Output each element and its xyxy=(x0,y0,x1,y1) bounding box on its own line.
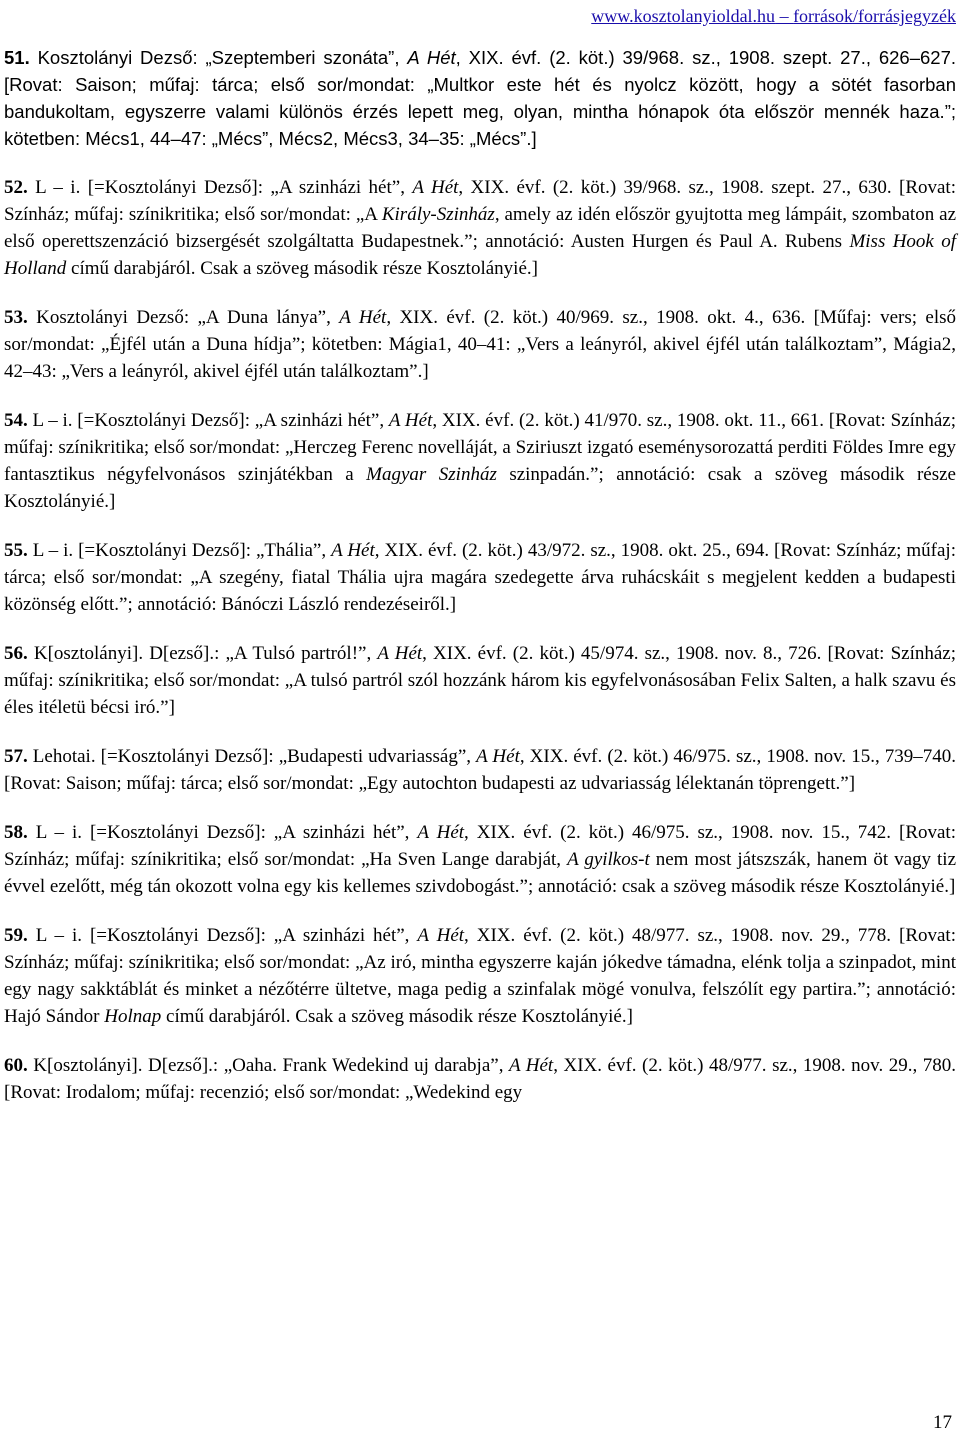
journal-title: A Hét xyxy=(508,1055,554,1076)
entry-number: 56. xyxy=(4,643,28,664)
italic-title: Miss Hook of Holland xyxy=(4,231,957,279)
journal-title: A Hét xyxy=(339,307,387,328)
entry-57 xyxy=(4,743,956,797)
journal-title: A Hét xyxy=(407,47,456,68)
italic-title: Király-Szinház xyxy=(381,204,495,225)
entry-54 xyxy=(4,407,956,515)
entry-number: 53. xyxy=(4,307,28,328)
italic-title: A gyilkos-t xyxy=(567,849,650,870)
italic-title: Holnap xyxy=(104,1006,162,1027)
entry-58 xyxy=(4,819,956,900)
entry-text: című darabjáról. Csak a szöveg második része Kosztolányié.] xyxy=(66,258,538,279)
entry-text: Lehotai. [=Kosztolányi Dezső]: „Budapesti udvariasság”, xyxy=(27,746,477,767)
entry-59 xyxy=(4,922,956,1030)
page-header xyxy=(591,6,956,26)
entry-55 xyxy=(4,537,956,618)
entry-number: 57. xyxy=(4,746,28,767)
entry-text: , XIX. évf. (2. köt.) 48/977. sz., 1908. nov. 29., 780. [Rovat: Irodalom; műfaj: recenzió; első sor/mondat: „Wedekind egy xyxy=(4,1055,956,1103)
entry-number: 54. xyxy=(4,410,28,431)
entry-53 xyxy=(4,304,956,385)
entry-text: , XIX. évf. (2. köt.) 48/977. sz., 1908. nov. 29., 778. [Rovat: Színház; műfaj: színikritika; első sor/mondat: „Az iró, mintha egyszerre kaján jókedve támadna, elénk tolja a szinpadot, mint egy nagy sakktáblát és minket a nézőtérre ültetve, maga pedig a szinfalak mögé vonulva, felszólít egy partira.”; annotáció: Hajó Sándor xyxy=(4,925,956,1027)
entry-text: L – i. [=Kosztolányi Dezső]: „A szinházi hét”, xyxy=(27,177,413,198)
entry-text: L – i. [=Kosztolányi Dezső]: „Thália”, xyxy=(27,540,332,561)
entry-text: , XIX. évf. (2. köt.) 39/968. sz., 1908. szept. 27., 630. [Rovat: Színház; műfaj: színikritika; első sor/mondat: „A xyxy=(4,177,956,225)
entry-number: 59. xyxy=(4,925,28,946)
journal-title: A Hét xyxy=(388,410,433,431)
entry-60 xyxy=(4,1052,956,1106)
sources-link[interactable]: források/forrásjegyzék xyxy=(793,6,956,26)
entry-number: 58. xyxy=(4,822,28,843)
bibliography-list xyxy=(4,44,956,1128)
entry-text: L – i. [=Kosztolányi Dezső]: „A szinházi hét”, xyxy=(27,822,418,843)
entry-text: , amely az idén először gyujtotta meg lámpáit, szombaton az első operettszenzáció bizsergését szolgáltatta Budapestnek.”; annotáció: Austen Hurgen és Paul A. Rubens xyxy=(4,204,956,252)
entry-number: 51. xyxy=(4,47,30,68)
entry-text: L – i. [=Kosztolányi Dezső]: „A szinházi hét”, xyxy=(27,925,418,946)
journal-title: A Hét xyxy=(412,177,459,198)
entry-text: , XIX. évf. (2. köt.) 39/968. sz., 1908. szept. 27., 626–627. [Rovat: Saison; műfaj: tárca; első sor/mondat: „Multkor este hét és nyolcz között, hogy a sötét fasorban bandukoltam, egyszerre valami különös érzés lepett meg, olyan, mintha hónapok óta először mennék haza.”; kötetben: Mécs1, 44–47: „Mécs”, Mécs2, Mécs3, 34–35: „Mécs”.] xyxy=(4,47,956,149)
entry-number: 55. xyxy=(4,540,28,561)
site-link[interactable]: www.kosztolanyioldal.hu xyxy=(591,6,776,26)
journal-title: A Hét xyxy=(331,540,375,561)
entry-text: Kosztolányi Dezső: „Szeptemberi szonáta”, xyxy=(29,47,408,68)
entry-number: 60. xyxy=(4,1055,28,1076)
entry-text: K[osztolányi]. D[ezső].: „Oaha. Frank Wedekind uj darabja”, xyxy=(27,1055,509,1076)
entry-text: , XIX. évf. (2. köt.) 45/974. sz., 1908. nov. 8., 726. [Rovat: Színház; műfaj: színikritika; első sor/mondat: „A tulsó partról szól hozzánk három kis egyfelvonásosában Felix Salten, a halk szavu és éles itéletü bécsi iró.”] xyxy=(4,643,956,718)
italic-title: Magyar Szinház xyxy=(366,464,497,485)
entry-text: , XIX. évf. (2. köt.) 41/970. sz., 1908. okt. 11., 661. [Rovat: Színház; műfaj: színikritika; első sor/mondat: „Herczeg Ferenc novelláját, a Sziriuszt izgató eseménysorozattá perditi Földes Imre egy fantasztikus négyfelvonásos szinjátékban a xyxy=(4,410,956,485)
journal-title: A Hét xyxy=(377,643,423,664)
entry-text: nem most játszszák, hanem öt vagy tiz évvel ezelőtt, még tán okozott volna egy kis kellemes szivdobogást.”; annotáció: csak a szöveg második része Kosztolányié.] xyxy=(4,849,957,897)
entry-text: L – i. [=Kosztolányi Dezső]: „A szinházi hét”, xyxy=(27,410,389,431)
journal-title: A Hét xyxy=(476,746,520,767)
entry-51 xyxy=(4,44,956,152)
entry-text: , XIX. évf. (2. köt.) 46/975. sz., 1908. nov. 15., 739–740. [Rovat: Saison; műfaj: tárca; első sor/mondat: „Egy autochton budapesti az udvariasság lélektanán töprengett.”] xyxy=(4,746,957,794)
header-separator: – xyxy=(775,6,794,26)
entry-52 xyxy=(4,174,956,282)
entry-text: Kosztolányi Dezső: „A Duna lánya”, xyxy=(27,307,340,328)
entry-text: , XIX. évf. (2. köt.) 40/969. sz., 1908. okt. 4., 636. [Műfaj: vers; első sor/mondat: „Éjfél után a Duna hídja”; kötetben: Mágia1, 40–41: „Vers a leányról, akivel éjfél után találkoztam”, Mágia2, 42–43: „Vers a leányról, akivel éjfél után találkoztam”.] xyxy=(4,307,957,382)
page-number: 17 xyxy=(933,1412,952,1433)
entry-text: , XIX. évf. (2. köt.) 46/975. sz., 1908. nov. 15., 742. [Rovat: Színház; műfaj: színikritika; első sor/mondat: „Ha Sven Lange darabját, xyxy=(4,822,956,870)
entry-number: 52. xyxy=(4,177,28,198)
journal-title: A Hét xyxy=(417,925,465,946)
entry-text: című darabjáról. Csak a szöveg második része Kosztolányié.] xyxy=(161,1006,633,1027)
journal-title: A Hét xyxy=(417,822,465,843)
entry-56 xyxy=(4,640,956,721)
entry-text: K[osztolányi]. D[ezső].: „A Tulsó partról!”, xyxy=(27,643,378,664)
entry-text: szinpadán.”; annotáció: csak a szöveg második része Kosztolányié.] xyxy=(4,464,956,512)
entry-text: , XIX. évf. (2. köt.) 43/972. sz., 1908. okt. 25., 694. [Rovat: Színház; műfaj: tárca; első sor/mondat: „A szegény, fiatal Thália ujra magára szedegette árva ruhácskáit s megjelent kedden a budapesti közönség előtt.”; annotáció: Bánóczi László rendezéseiről.] xyxy=(4,540,956,615)
